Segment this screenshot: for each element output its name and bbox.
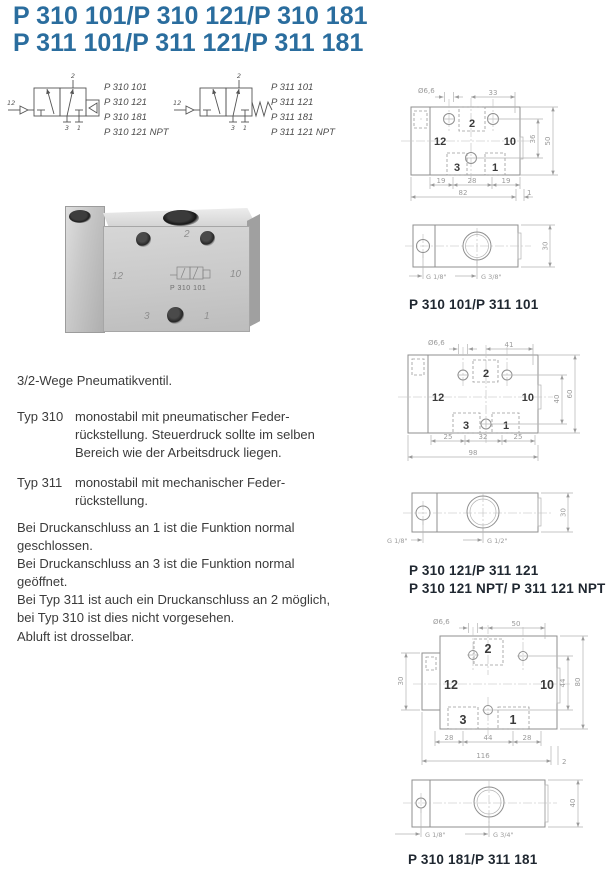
variant-item: P 311 121 [271, 97, 314, 108]
text-line: Bei Typ 311 ist auch ein Druckanschluss an 2 möglich, [17, 592, 331, 607]
dim-dia: Ø6,6 [433, 618, 450, 626]
dim-b1: 28 [444, 734, 454, 742]
typ311-label: Typ 311 [17, 475, 63, 490]
port-label-1: 1 [491, 162, 499, 174]
port-label-3: 3 [453, 162, 461, 174]
dim-total: 98 [468, 449, 478, 457]
photo-mark-12: 12 [112, 271, 124, 282]
dim-b2: 28 [467, 177, 477, 185]
top-view [397, 618, 588, 766]
photo-hole [200, 231, 215, 246]
text-line: geöffnet. [17, 574, 68, 589]
port-label-2: 2 [482, 368, 490, 380]
variant-item: P 310 181 [104, 112, 147, 123]
dim-side-h: 30 [559, 508, 568, 517]
thread-label-1: G 1/8" [387, 537, 408, 545]
port2-label: 2 [236, 72, 242, 80]
typ311-row [17, 474, 285, 510]
text-line: rückstellung. [75, 493, 148, 508]
dim-outer-v: 60 [566, 389, 574, 399]
page-title-line2: P 311 101/P 311 121/P 311 181 [13, 29, 364, 57]
side-view [395, 780, 583, 839]
figure2-caption: P 310 121/P 311 121 [409, 563, 539, 578]
variant-list-p310 [104, 80, 169, 140]
port3-label: 3 [64, 124, 70, 132]
photo-engraving-text: P 310 101 [170, 285, 207, 292]
port-label-1: 1 [502, 420, 510, 432]
photo-mark-1: 1 [204, 311, 210, 322]
dim-side-h: 40 [569, 798, 577, 808]
dim-top: 41 [504, 341, 514, 349]
function-paragraph [17, 519, 330, 627]
variant-item: P 311 181 [271, 112, 314, 123]
photo-top-thread-hole [163, 210, 199, 226]
port1-label: 1 [76, 124, 82, 132]
symbol-body [174, 80, 272, 122]
thread-label-1: G 1/8" [425, 831, 446, 839]
thread-label-2: G 1/2" [487, 537, 508, 545]
photo-hole [167, 307, 184, 324]
typ310-label: Typ 310 [17, 409, 64, 424]
dim-side-h: 30 [541, 241, 550, 251]
dim-left-v: 30 [397, 676, 405, 686]
dim-b2: 44 [483, 734, 493, 742]
dim-outer-v: 80 [574, 677, 582, 687]
dim-inner-v: 44 [559, 678, 567, 688]
note-text: Abluft ist drosselbar. [17, 629, 135, 644]
port2-label: 2 [70, 72, 76, 80]
photo-left-block [65, 206, 105, 333]
photo-left-port-hole [69, 210, 91, 223]
dim-b3: 28 [522, 734, 532, 742]
dim-total: 116 [476, 752, 490, 760]
dim-offset: 1 [527, 189, 532, 197]
dim-dia: Ø6,6 [428, 339, 445, 347]
drawing-p310121 [385, 335, 614, 560]
dim-outer-v: 50 [544, 136, 552, 146]
dim-top: 33 [488, 89, 498, 97]
dim-b3: 19 [501, 177, 511, 185]
dim-b2: 32 [478, 433, 488, 441]
dim-offset: 2 [562, 758, 567, 766]
side-view [387, 493, 573, 545]
port-label-12: 12 [444, 678, 458, 692]
port1-label: 1 [242, 124, 248, 132]
text-line: bei Typ 310 ist dies nicht vorgesehen. [17, 610, 235, 625]
port-label-10: 10 [540, 678, 554, 692]
port-label-10: 10 [521, 392, 534, 404]
dim-b3: 25 [513, 433, 523, 441]
variant-item: P 311 121 NPT [271, 127, 335, 138]
product-photo [55, 198, 260, 338]
port3-label: 3 [230, 124, 236, 132]
top-view [398, 339, 580, 461]
dim-top: 50 [511, 620, 521, 628]
figure2-caption-npt: P 310 121 NPT/ P 311 121 NPT [409, 581, 606, 596]
port-label-3: 3 [462, 420, 470, 432]
dim-dia: Ø6,6 [418, 87, 435, 95]
port-label-12: 12 [432, 392, 445, 404]
variant-item: P 310 121 [104, 97, 147, 108]
thread-label-2: G 3/8" [481, 273, 502, 281]
text-line: Bei Druckanschluss an 3 ist die Funktion normal [17, 556, 295, 571]
text-line: monostabil mit pneumatischer Feder- [75, 409, 290, 424]
photo-engraved-symbol [169, 265, 213, 281]
symbol-body [8, 80, 99, 122]
typ310-row [17, 408, 315, 462]
port-label-3: 3 [459, 713, 467, 727]
variant-item: P 310 101 [104, 82, 147, 93]
figure1-caption: P 310 101/P 311 101 [409, 297, 539, 312]
drawing-p310101 [395, 83, 614, 295]
photo-front-face [103, 226, 250, 332]
typ311-text [75, 474, 285, 510]
variant-item: P 310 121 NPT [104, 127, 169, 138]
photo-mark-3: 3 [144, 311, 150, 322]
text-line: geschlossen. [17, 538, 93, 553]
variant-list-p311 [271, 80, 335, 140]
figure3-caption: P 310 181/P 311 181 [408, 852, 538, 867]
photo-mark-2: 2 [184, 229, 190, 240]
thread-label-1: G 1/8" [426, 273, 447, 281]
valve-symbol-p310 [4, 72, 104, 144]
dim-inner-v: 36 [529, 134, 537, 144]
port-label-1: 1 [509, 713, 517, 727]
text-line: Bei Druckanschluss an 1 ist die Funktion normal [17, 520, 295, 535]
intro-text: 3/2-Wege Pneumatikventil. [17, 373, 173, 388]
pilot-label: 12 [7, 99, 16, 107]
dim-b1: 19 [436, 177, 446, 185]
text-line: Bereich wie der Arbeitsdruck liegen. [75, 445, 282, 460]
port-label-10: 10 [503, 136, 516, 148]
top-view [401, 87, 558, 201]
port-label-2: 2 [468, 118, 476, 130]
port-label-2: 2 [484, 642, 492, 656]
drawing-p310181 [385, 615, 614, 850]
photo-hole [136, 232, 151, 247]
text-line: monostabil mit mechanischer Feder- [75, 475, 286, 490]
dim-inner-v: 40 [553, 394, 561, 404]
photo-mark-10: 10 [230, 269, 242, 280]
thread-label-2: G 3/4" [493, 831, 514, 839]
dim-total: 82 [458, 189, 468, 197]
page-title-line1: P 310 101/P 310 121/P 310 181 [13, 2, 368, 30]
pilot-label: 12 [173, 99, 182, 107]
text-line: rückstellung. Steuerdruck sollte im selben [75, 427, 315, 442]
dim-b1: 25 [443, 433, 453, 441]
side-view [405, 225, 555, 281]
typ310-text [75, 408, 315, 462]
port-label-12: 12 [434, 136, 447, 148]
valve-symbol-p311 [170, 72, 280, 144]
variant-item: P 311 101 [271, 82, 314, 93]
